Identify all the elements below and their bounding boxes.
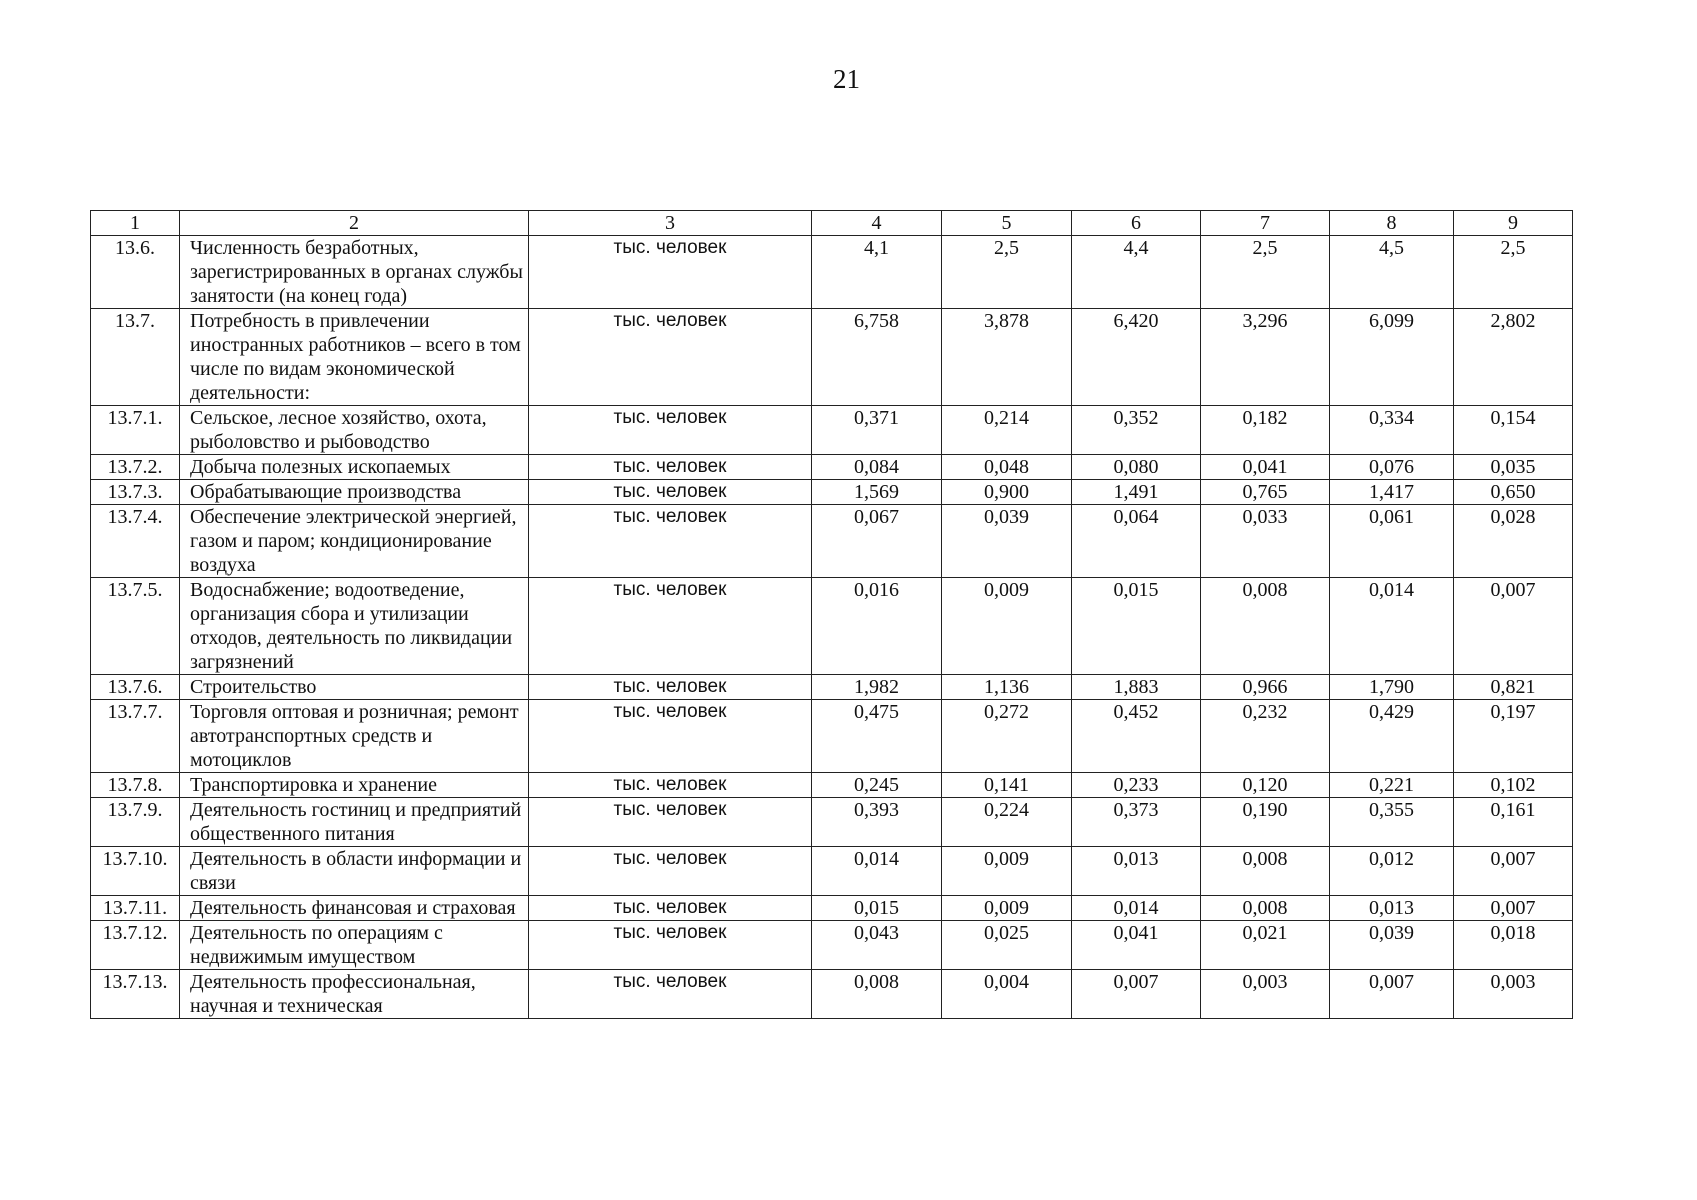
value-cell: 0,084: [812, 455, 942, 480]
value-cell: 4,1: [812, 236, 942, 309]
value-cell: 0,064: [1072, 505, 1201, 578]
value-cell: 0,120: [1201, 773, 1330, 798]
value-cell: 0,355: [1330, 798, 1454, 847]
unit-cell: тыс. человек: [529, 921, 812, 970]
row-number-cell: 13.7.11.: [91, 896, 180, 921]
row-number-cell: 13.7.5.: [91, 578, 180, 675]
header-cell: 5: [942, 211, 1072, 236]
indicator-name-cell: Добыча полезных ископаемых: [180, 455, 529, 480]
table-row: [91, 675, 1573, 700]
row-number-cell: 13.7.13.: [91, 970, 180, 1019]
indicator-name-cell: Деятельность по операциям с недвижимым имуществом: [180, 921, 529, 970]
value-cell: 0,080: [1072, 455, 1201, 480]
value-cell: 1,982: [812, 675, 942, 700]
unit-cell: тыс. человек: [529, 970, 812, 1019]
value-cell: 0,009: [942, 578, 1072, 675]
value-cell: 0,003: [1201, 970, 1330, 1019]
value-cell: 2,5: [1201, 236, 1330, 309]
value-cell: 0,014: [1072, 896, 1201, 921]
value-cell: 0,014: [812, 847, 942, 896]
header-cell: 2: [180, 211, 529, 236]
unit-cell: тыс. человек: [529, 236, 812, 309]
value-cell: 0,021: [1201, 921, 1330, 970]
table-row: [91, 773, 1573, 798]
indicator-name-cell: Деятельность финансовая и страховая: [180, 896, 529, 921]
value-cell: 4,4: [1072, 236, 1201, 309]
value-cell: 0,039: [942, 505, 1072, 578]
value-cell: 6,758: [812, 309, 942, 406]
value-cell: 0,007: [1454, 578, 1573, 675]
value-cell: 0,475: [812, 700, 942, 773]
value-cell: 0,393: [812, 798, 942, 847]
header-cell: 8: [1330, 211, 1454, 236]
value-cell: 0,008: [1201, 578, 1330, 675]
value-cell: 0,221: [1330, 773, 1454, 798]
value-cell: 0,007: [1330, 970, 1454, 1019]
value-cell: 0,154: [1454, 406, 1573, 455]
header-cell: 3: [529, 211, 812, 236]
indicator-name-cell: Деятельность профессиональная, научная и техническая: [180, 970, 529, 1019]
value-cell: 0,007: [1072, 970, 1201, 1019]
table-row: [91, 847, 1573, 896]
value-cell: 1,790: [1330, 675, 1454, 700]
value-cell: 3,878: [942, 309, 1072, 406]
value-cell: 0,650: [1454, 480, 1573, 505]
value-cell: 0,008: [1201, 896, 1330, 921]
row-number-cell: 13.7.3.: [91, 480, 180, 505]
value-cell: 0,141: [942, 773, 1072, 798]
value-cell: 0,008: [1201, 847, 1330, 896]
unit-cell: тыс. человек: [529, 700, 812, 773]
table-row: [91, 455, 1573, 480]
indicator-name-cell: Торговля оптовая и розничная; ремонт автотранспортных средств и мотоциклов: [180, 700, 529, 773]
header-row: [91, 211, 1573, 236]
row-number-cell: 13.7.7.: [91, 700, 180, 773]
indicator-name-cell: Обеспечение электрической энергией, газом и паром; кондиционирование воздуха: [180, 505, 529, 578]
indicator-name-cell: Транспортировка и хранение: [180, 773, 529, 798]
row-number-cell: 13.7.: [91, 309, 180, 406]
table-row: [91, 798, 1573, 847]
value-cell: 0,015: [1072, 578, 1201, 675]
value-cell: 0,008: [812, 970, 942, 1019]
unit-cell: тыс. человек: [529, 896, 812, 921]
table-row: [91, 700, 1573, 773]
value-cell: 0,009: [942, 847, 1072, 896]
header-cell: 4: [812, 211, 942, 236]
table-header: [91, 211, 1573, 236]
unit-cell: тыс. человек: [529, 847, 812, 896]
value-cell: 0,067: [812, 505, 942, 578]
value-cell: 0,900: [942, 480, 1072, 505]
table-row: [91, 921, 1573, 970]
header-cell: 1: [91, 211, 180, 236]
value-cell: 6,420: [1072, 309, 1201, 406]
value-cell: 1,491: [1072, 480, 1201, 505]
value-cell: 0,452: [1072, 700, 1201, 773]
value-cell: 0,334: [1330, 406, 1454, 455]
value-cell: 0,039: [1330, 921, 1454, 970]
value-cell: 2,802: [1454, 309, 1573, 406]
unit-cell: тыс. человек: [529, 798, 812, 847]
row-number-cell: 13.7.2.: [91, 455, 180, 480]
value-cell: 0,190: [1201, 798, 1330, 847]
value-cell: 1,417: [1330, 480, 1454, 505]
value-cell: 0,352: [1072, 406, 1201, 455]
indicator-name-cell: Потребность в привлечении иностранных работников – всего в том числе по видам экономической деятельности:: [180, 309, 529, 406]
table-row: [91, 309, 1573, 406]
value-cell: 0,015: [812, 896, 942, 921]
indicator-name-cell: Сельское, лесное хозяйство, охота, рыболовство и рыбоводство: [180, 406, 529, 455]
row-number-cell: 13.7.10.: [91, 847, 180, 896]
unit-cell: тыс. человек: [529, 455, 812, 480]
value-cell: 0,043: [812, 921, 942, 970]
value-cell: 3,296: [1201, 309, 1330, 406]
value-cell: 0,013: [1072, 847, 1201, 896]
header-cell: 6: [1072, 211, 1201, 236]
indicator-name-cell: Водоснабжение; водоотведение, организация сбора и утилизации отходов, деятельность по ликвидации загрязнений: [180, 578, 529, 675]
value-cell: 1,883: [1072, 675, 1201, 700]
value-cell: 0,013: [1330, 896, 1454, 921]
indicators-table: [90, 210, 1573, 1019]
table-row: [91, 578, 1573, 675]
indicators-table-container: [90, 210, 1572, 1019]
value-cell: 0,232: [1201, 700, 1330, 773]
value-cell: 2,5: [1454, 236, 1573, 309]
value-cell: 0,373: [1072, 798, 1201, 847]
value-cell: 0,765: [1201, 480, 1330, 505]
value-cell: 0,048: [942, 455, 1072, 480]
value-cell: 0,371: [812, 406, 942, 455]
value-cell: 1,569: [812, 480, 942, 505]
value-cell: 0,014: [1330, 578, 1454, 675]
value-cell: 0,161: [1454, 798, 1573, 847]
value-cell: 0,233: [1072, 773, 1201, 798]
value-cell: 0,272: [942, 700, 1072, 773]
indicator-name-cell: Деятельность в области информации и связи: [180, 847, 529, 896]
value-cell: 0,041: [1201, 455, 1330, 480]
value-cell: 0,429: [1330, 700, 1454, 773]
table-row: [91, 505, 1573, 578]
unit-cell: тыс. человек: [529, 773, 812, 798]
table-body: [91, 236, 1573, 1019]
value-cell: 0,197: [1454, 700, 1573, 773]
value-cell: 0,003: [1454, 970, 1573, 1019]
value-cell: 0,061: [1330, 505, 1454, 578]
value-cell: 0,028: [1454, 505, 1573, 578]
row-number-cell: 13.7.4.: [91, 505, 180, 578]
value-cell: 2,5: [942, 236, 1072, 309]
unit-cell: тыс. человек: [529, 406, 812, 455]
table-row: [91, 406, 1573, 455]
value-cell: 0,025: [942, 921, 1072, 970]
indicator-name-cell: Деятельность гостиниц и предприятий общественного питания: [180, 798, 529, 847]
value-cell: 0,245: [812, 773, 942, 798]
value-cell: 0,224: [942, 798, 1072, 847]
indicator-name-cell: Обрабатывающие производства: [180, 480, 529, 505]
value-cell: 0,966: [1201, 675, 1330, 700]
indicator-name-cell: Численность безработных, зарегистрированных в органах службы занятости (на конец года): [180, 236, 529, 309]
unit-cell: тыс. человек: [529, 578, 812, 675]
row-number-cell: 13.7.6.: [91, 675, 180, 700]
value-cell: 0,035: [1454, 455, 1573, 480]
value-cell: 0,821: [1454, 675, 1573, 700]
unit-cell: тыс. человек: [529, 675, 812, 700]
value-cell: 0,009: [942, 896, 1072, 921]
header-cell: 9: [1454, 211, 1573, 236]
value-cell: 0,018: [1454, 921, 1573, 970]
table-row: [91, 480, 1573, 505]
value-cell: 0,004: [942, 970, 1072, 1019]
unit-cell: тыс. человек: [529, 505, 812, 578]
value-cell: 0,102: [1454, 773, 1573, 798]
value-cell: 0,076: [1330, 455, 1454, 480]
value-cell: 0,016: [812, 578, 942, 675]
table-row: [91, 970, 1573, 1019]
row-number-cell: 13.7.8.: [91, 773, 180, 798]
value-cell: 0,007: [1454, 847, 1573, 896]
value-cell: 0,033: [1201, 505, 1330, 578]
value-cell: 4,5: [1330, 236, 1454, 309]
row-number-cell: 13.6.: [91, 236, 180, 309]
table-row: [91, 896, 1573, 921]
value-cell: 0,182: [1201, 406, 1330, 455]
value-cell: 0,007: [1454, 896, 1573, 921]
row-number-cell: 13.7.9.: [91, 798, 180, 847]
page-number: 21: [833, 64, 860, 94]
value-cell: 1,136: [942, 675, 1072, 700]
unit-cell: тыс. человек: [529, 480, 812, 505]
row-number-cell: 13.7.1.: [91, 406, 180, 455]
value-cell: 0,012: [1330, 847, 1454, 896]
table-row: [91, 236, 1573, 309]
value-cell: 6,099: [1330, 309, 1454, 406]
unit-cell: тыс. человек: [529, 309, 812, 406]
header-cell: 7: [1201, 211, 1330, 236]
indicator-name-cell: Строительство: [180, 675, 529, 700]
row-number-cell: 13.7.12.: [91, 921, 180, 970]
value-cell: 0,214: [942, 406, 1072, 455]
value-cell: 0,041: [1072, 921, 1201, 970]
